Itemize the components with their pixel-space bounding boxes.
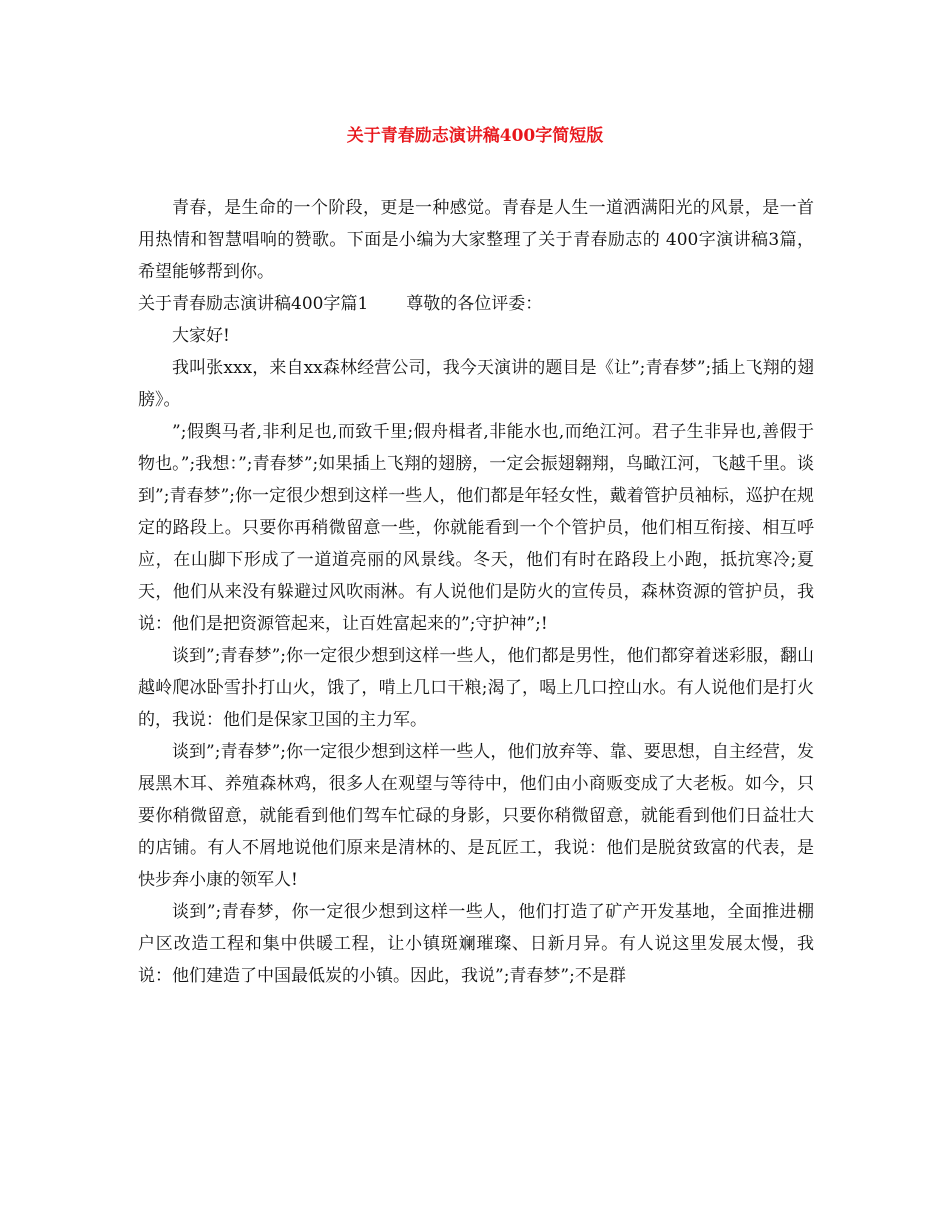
greeting: 大家好!: [172, 326, 230, 346]
body-paragraph-3: 谈到”;青春梦”;你一定很少想到这样一些人，他们都是男性，他们都穿着迷彩服，翻山越岭爬冰卧雪扑打山火，饿了，啃上几口干粮;渴了，喝上几口控山水。有人说他们是打火的，我说：他们是保家卫国的主力军。: [138, 646, 814, 730]
salutation: 尊敬的各位评委：: [406, 294, 543, 314]
body-paragraph-2: ”;假舆马者,非利足也,而致千里;假舟楫者,非能水也,而绝江河。君子生非异也,善假于物也。”;我想：”;青春梦”;如果插上飞翔的翅膀，一定会振翅翱翔，鸟瞰江河，飞越千里。谈到”;青春梦”;你一定很少想到这样一些人，他们都是年轻女性，戴着管护员袖标，巡护在规定的路段上。只要你再稍微留意一些，你就能看到一个个管护员，他们相互衔接、相互呼应，在山脚下形成了一道道亮丽的风景线。冬天，他们有时在路段上小跑，抵抗寒冷;夏天，他们从来没有躲避过风吹雨淋。有人说他们是防火的宣传员，森林资源的管护员，我说：他们是把资源管起来，让百姓富起来的”;守护神”;!: [138, 422, 814, 634]
body-paragraph-5: 谈到”;青春梦，你一定很少想到这样一些人，他们打造了矿产开发基地，全面推进棚户区改造工程和集中供暖工程，让小镇斑斓璀璨、日新月异。有人说这里发展太慢，我说：他们建造了中国最低炭的小镇。因此，我说”;青春梦”;不是群: [138, 902, 814, 986]
document-title: 关于青春励志演讲稿400字简短版: [346, 126, 604, 146]
document-body: [138, 192, 814, 992]
body-paragraph-4: 谈到”;青春梦”;你一定很少想到这样一些人，他们放弃等、靠、要思想，自主经营，发展黑木耳、养殖森林鸡，很多人在观望与等待中，他们由小商贩变成了大老板。如今，只要你稍微留意，就能看到他们驾车忙碌的身影，只要你稍微留意，就能看到他们日益壮大的店铺。有人不屑地说他们原来是清林的、是瓦匠工，我说：他们是脱贫致富的代表，是快步奔小康的领军人!: [138, 742, 814, 890]
intro-paragraph: 青春，是生命的一个阶段，更是一种感觉。青春是人生一道洒满阳光的风景，是一首用热情和智慧唱响的赞歌。下面是小编为大家整理了关于青春励志的 400字演讲稿3篇，希望能够帮到你。: [138, 198, 814, 282]
body-paragraph-1: 我叫张xxx，来自xx森林经营公司，我今天演讲的题目是《让”;青春梦”;插上飞翔的翅膀》。: [138, 358, 814, 410]
section-heading: 关于青春励志演讲稿400字篇1: [138, 294, 369, 314]
section-heading-line: [138, 288, 814, 320]
